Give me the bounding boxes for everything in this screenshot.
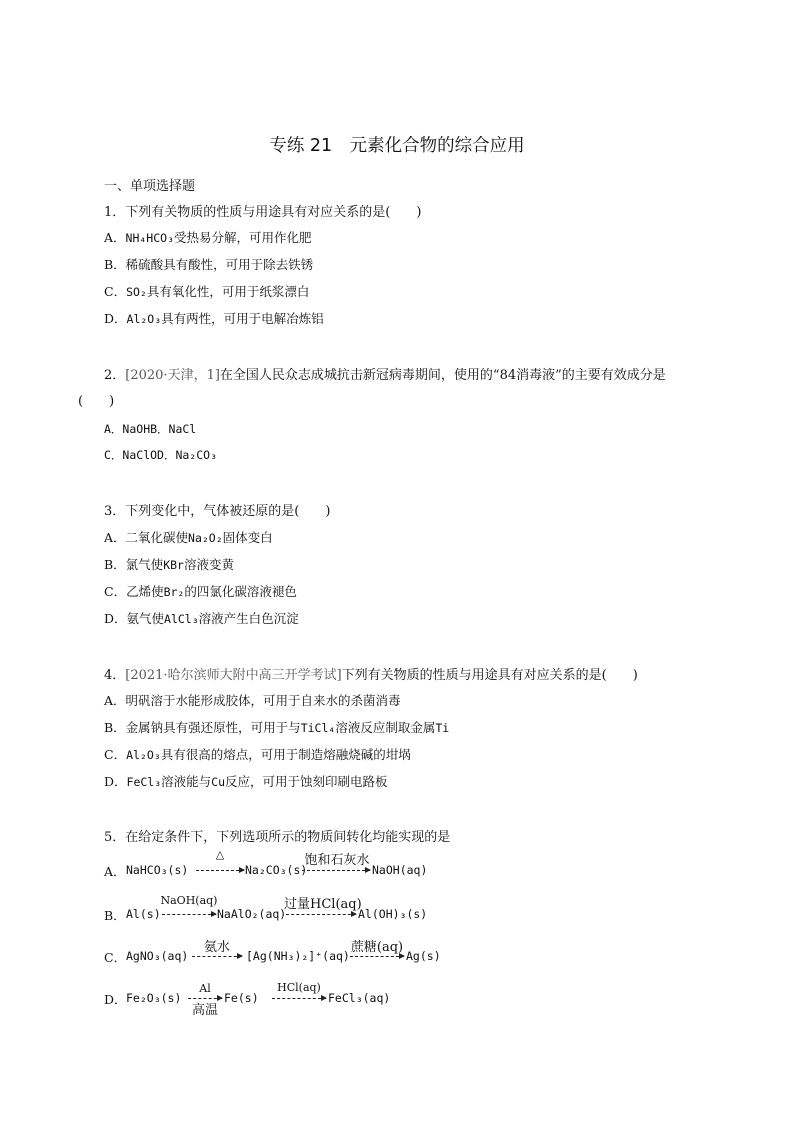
question-1-stem: 1．下列有关物质的性质与用途具有对应关系的是( ): [104, 205, 422, 220]
species: NaAlO₂(aq): [217, 907, 287, 921]
question-2-options-ab: A．NaOHB．NaCl: [104, 422, 197, 436]
section-heading: 一、单项选择题: [104, 179, 196, 194]
question-1-option-c: C．SO₂具有氧化性，可用于纸浆漂白: [104, 284, 310, 299]
species: FeCl₃(aq): [328, 991, 391, 1005]
question-4-option-b: B．金属钠具有强还原性，可用于与TiCl₄溶液反应制取金属Ti: [104, 720, 450, 735]
reaction-condition: 饱和石灰水: [304, 853, 370, 868]
question-5-stem: 5．在给定条件下，下列选项所示的物质间转化均能实现的是: [104, 830, 451, 845]
question-3-option-b: B．氯气使KBr溶液变黄: [104, 557, 234, 572]
species: Ag(s): [406, 949, 441, 963]
reaction-condition-below: 高温: [191, 1003, 218, 1018]
reaction-arrow: [286, 914, 356, 915]
reaction-arrow: [272, 998, 326, 999]
species: NaHCO₃(s): [126, 863, 189, 877]
question-4-option-d: D．FeCl₃溶液能与Cu反应，可用于蚀刻印刷电路板: [104, 774, 388, 789]
reaction-arrow: [302, 870, 370, 871]
reaction-condition: △: [215, 848, 225, 861]
page-title: 专练 21 元素化合物的综合应用: [269, 136, 525, 156]
question-3-stem: 3．下列变化中，气体被还原的是( ): [104, 504, 331, 519]
species: [Ag(NH₃)₂]⁺(aq): [246, 949, 350, 963]
species: AgNO₃(aq): [126, 949, 189, 963]
question-3-option-a: A．二氧化碳使Na₂O₂固体变白: [104, 530, 273, 545]
question-4-option-c: C．Al₂O₃具有很高的熔点，可用于制造熔融烧碱的坩埚: [104, 747, 411, 762]
reaction-condition: 蔗糖(aq): [350, 940, 404, 955]
reaction-arrow: [196, 870, 244, 871]
species: Na₂CO₃(s): [245, 863, 308, 877]
reaction-condition: HCl(aq): [277, 981, 321, 994]
species: NaOH(aq): [372, 863, 428, 877]
option-label: D．: [104, 992, 127, 1007]
question-2-stem: 2．[2020·天津，1]在全国人民众志成城抗击新冠病毒期间，使用的“84消毒液”的主要有效成分是: [104, 368, 666, 383]
reaction-arrow: [192, 956, 242, 957]
reaction-condition-above: Al: [199, 982, 211, 995]
option-label: C．: [104, 950, 127, 965]
reaction-condition: 过量HCl(aq): [284, 897, 362, 912]
species: Fe(s): [224, 991, 259, 1005]
question-1-option-a: A．NH₄HCO₃受热易分解，可用作化肥: [104, 230, 312, 245]
question-1-option-b: B．稀硫酸具有酸性，可用于除去铁锈: [104, 257, 314, 272]
reaction-arrow: [162, 914, 216, 915]
species: Fe₂O₃(s): [126, 991, 182, 1005]
reaction-arrow: [350, 956, 404, 957]
reaction-condition: NaOH(aq): [160, 894, 218, 907]
option-label: A．: [104, 864, 126, 879]
question-1-option-d: D．Al₂O₃具有两性，可用于电解冶炼铝: [104, 311, 324, 326]
question-3-option-d: D．氨气使AlCl₃溶液产生白色沉淀: [104, 611, 299, 626]
option-label: B．: [104, 908, 126, 923]
question-4-option-a: A．明矾溶于水能形成胶体，可用于自来水的杀菌消毒: [104, 693, 401, 708]
question-4-stem: 4．[2021·哈尔滨师大附中高三开学考试]下列有关物质的性质与用途具有对应关系的是( ): [104, 668, 638, 683]
species: Al(OH)₃(s): [358, 907, 428, 921]
reaction-condition: 氨水: [203, 940, 230, 955]
question-2-stem-continued: ( ): [78, 394, 115, 409]
species: Al(s): [126, 907, 161, 921]
question-2-options-cd: C．NaClOD．Na₂CO₃: [104, 448, 218, 462]
question-3-option-c: C．乙烯使Br₂的四氯化碳溶液褪色: [104, 584, 297, 599]
